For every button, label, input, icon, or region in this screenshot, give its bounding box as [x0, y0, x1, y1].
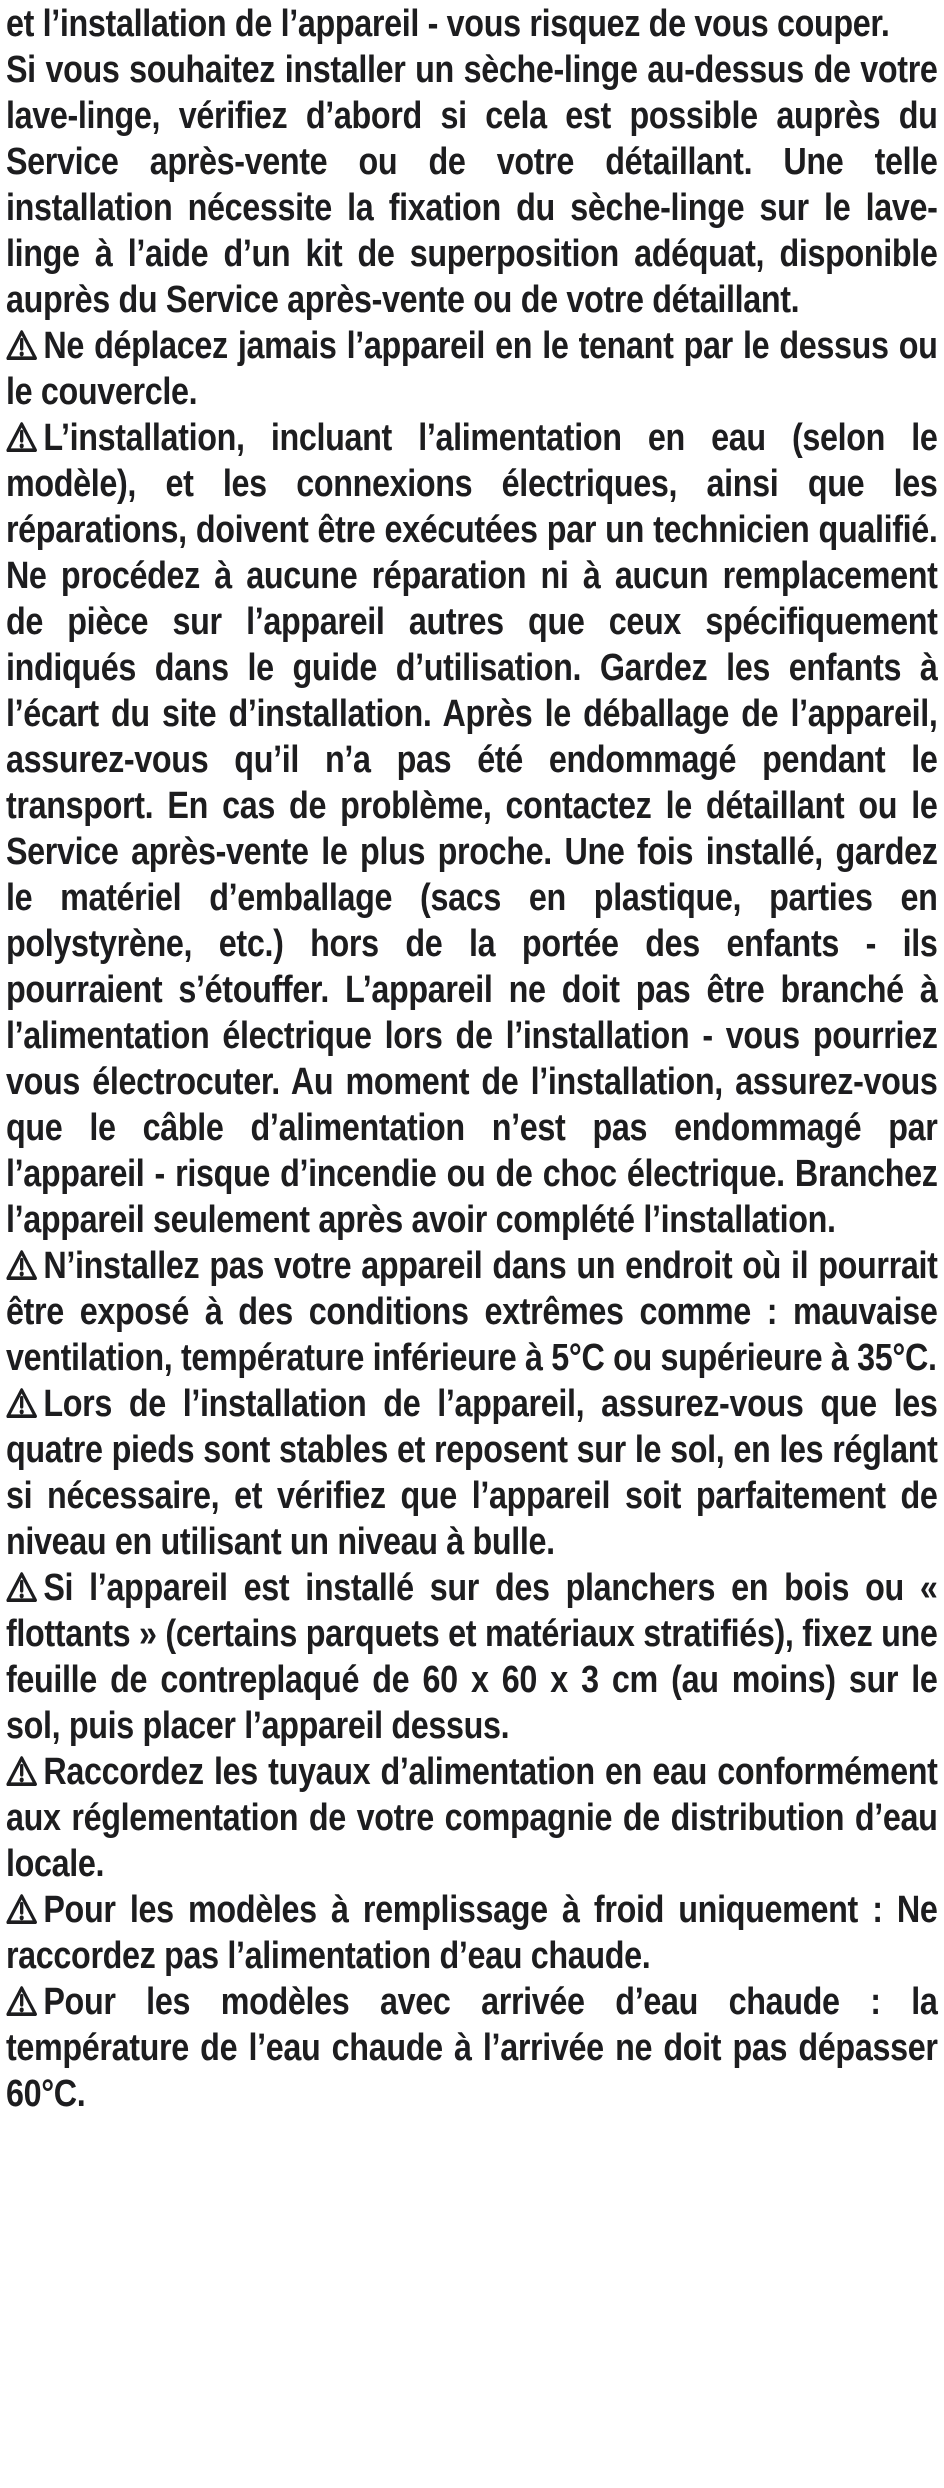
paragraph-text: L’installation, incluant l’alimentation en eau (selon le modèle), et les connexions électriques, ainsi que les réparations, doivent être exécutées par un technicien qualifié. Ne procédez à aucune réparation ni à aucun remplacement de pièce sur l’appareil autres que ceux spécifiquement indiqués dans le guide d’utilisation. Gardez les enfants à l’écart du site d’installation. Après le déballage de l’appareil, assurez-vous qu’il n’a pas été endommagé pendant le transport. En cas de problème, contactez le détaillant ou le Service après-vente le plus proche. Une fois installé, gardez le matériel d’emballage (sacs en plastique, parties en polystyrène, etc.) hors de la portée des enfants - ils pourraient s’étouffer. L’appareil ne doit pas être branché à l’alimentation électrique lors de l’installation - vous pourriez vous électrocuter. Au moment de l’installation, assurez-vous que le câble d’alimentation n’est pas endommagé par l’appareil - risque d’incendie ou de choc électrique. Branchez l’appareil seulement après avoir complété l’installation. [5, 417, 938, 1241]
paragraph [6, 1243, 938, 1381]
warning-triangle-icon [6, 1893, 37, 1925]
paragraph-text: Si vous souhaitez installer un sèche-linge au-dessus de votre lave-linge, vérifiez d’abord si cela est possible auprès du Service après-vente ou de votre détaillant. Une telle installation nécessite la fixation du sèche-linge sur le lave-linge à l’aide d’un kit de superposition adéquat, disponible auprès du Service après-vente ou de votre détaillant. [5, 49, 938, 321]
warning-triangle-icon [6, 1249, 37, 1281]
paragraph-text: Ne déplacez jamais l’appareil en le tenant par le dessus ou le couvercle. [5, 325, 938, 413]
paragraph-text: Si l’appareil est installé sur des planchers en bois ou « flottants » (certains parquets et matériaux stratifiés), fixez une feuille de contreplaqué de 60 x 60 x 3 cm (au moins) sur le sol, puis placer l’appareil dessus. [5, 1567, 938, 1747]
paragraph [6, 323, 938, 415]
paragraph-text: Lors de l’installation de l’appareil, assurez-vous que les quatre pieds sont stables et reposent sur le sol, en les réglant si nécessaire, et vérifiez que l’appareil soit parfaitement de niveau en utilisant un niveau à bulle. [5, 1383, 938, 1563]
warning-triangle-icon [6, 1571, 37, 1603]
paragraph [6, 1887, 938, 1979]
paragraph [6, 1, 938, 47]
warning-triangle-icon [6, 1387, 37, 1419]
warning-triangle-icon [6, 421, 37, 453]
paragraph-text: Raccordez les tuyaux d’alimentation en eau conformément aux réglementation de votre compagnie de distribution d’eau locale. [5, 1751, 938, 1885]
paragraph-text: Pour les modèles à remplissage à froid uniquement : Ne raccordez pas l’alimentation d’eau chaude. [5, 1889, 938, 1977]
paragraph [6, 1749, 938, 1887]
paragraph [6, 415, 938, 1243]
paragraph [6, 1979, 938, 2117]
paragraph [6, 1381, 938, 1565]
paragraph-list [6, 1, 938, 2117]
paragraph-text: N’installez pas votre appareil dans un endroit où il pourrait être exposé à des conditions extrêmes comme : mauvaise ventilation, température inférieure à 5°C ou supérieure à 35°C. [5, 1245, 938, 1379]
warning-triangle-icon [6, 1755, 37, 1787]
paragraph-text: Pour les modèles avec arrivée d’eau chaude : la température de l’eau chaude à l’arrivée ne doit pas dépasser 60°C. [5, 1981, 938, 2115]
warning-triangle-icon [6, 1985, 37, 2017]
paragraph [6, 1565, 938, 1749]
paragraph-text: et l’installation de l’appareil - vous risquez de vous couper. [5, 3, 890, 45]
paragraph [6, 47, 938, 323]
warning-triangle-icon [6, 329, 37, 361]
